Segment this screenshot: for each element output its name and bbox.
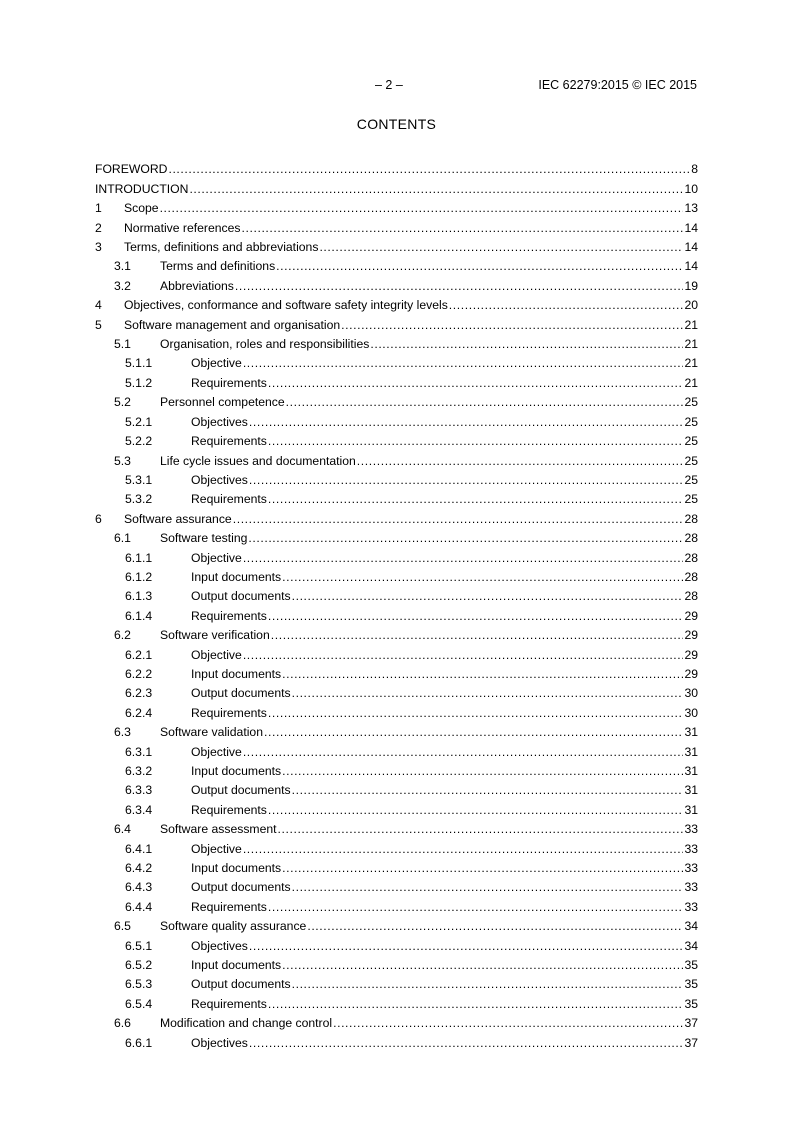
toc-entry-page: 21 (684, 375, 698, 390)
toc-entry-title: Objectives (191, 414, 248, 429)
toc-entry-page: 21 (684, 337, 698, 352)
toc-entry-number: 6.5.4 (125, 996, 153, 1011)
dot-leader (268, 434, 684, 448)
toc-entry[interactable] (95, 584, 698, 603)
dot-leader (242, 221, 684, 235)
toc-entry-number: 6.4.2 (125, 861, 153, 876)
toc-entry[interactable] (95, 468, 698, 487)
toc-entry-page: 28 (684, 531, 698, 546)
toc-entry-number: 6.2 (114, 628, 131, 643)
toc-entry-page: 29 (684, 647, 698, 662)
dot-leader (249, 939, 684, 953)
toc-entry-number: 6.2.4 (125, 705, 153, 720)
toc-entry-title: Objective (191, 647, 242, 662)
toc-entry-number: 5.3.2 (125, 492, 153, 507)
toc-entry-title: Requirements (191, 996, 267, 1011)
toc-entry[interactable] (95, 953, 698, 972)
dot-leader (292, 977, 684, 991)
toc-entry-page: 8 (691, 162, 698, 177)
dot-leader (233, 512, 684, 526)
toc-entry-page: 35 (684, 958, 698, 973)
toc-entry-number: 6.3.2 (125, 764, 153, 778)
toc-entry[interactable] (95, 545, 698, 564)
toc-entry-title: Input documents (191, 764, 282, 778)
toc-entry-page: 19 (684, 278, 698, 293)
toc-entry-title: Input documents (191, 569, 282, 584)
toc-entry[interactable] (95, 235, 698, 254)
dot-leader (249, 1036, 684, 1050)
dot-leader (268, 706, 684, 720)
toc-entry-number: 3 (95, 240, 102, 255)
document-reference: IEC 62279:2015 © IEC 2015 (538, 78, 697, 92)
toc-entry[interactable] (95, 797, 698, 816)
dot-leader (357, 454, 684, 468)
toc-entry[interactable] (95, 894, 698, 913)
toc-entry-title: Output documents (191, 589, 291, 604)
toc-entry-number: 6.5 (114, 919, 131, 934)
dot-leader (268, 609, 684, 623)
toc-entry-title: Software validation (160, 725, 263, 740)
toc-entry-title: Normative references (124, 220, 241, 235)
toc-entry[interactable] (95, 933, 698, 952)
dot-leader (243, 551, 684, 565)
toc-entry[interactable] (95, 817, 698, 836)
toc-entry-number: 6.4.1 (125, 841, 153, 856)
toc-entry-title: Output documents (191, 686, 291, 701)
toc-entry[interactable] (95, 681, 698, 700)
toc-entry[interactable] (95, 778, 698, 797)
toc-entry-number: 5.3.1 (125, 472, 153, 487)
toc-entry-page: 25 (684, 472, 698, 487)
toc-entry-page: 29 (684, 628, 698, 643)
dot-leader (341, 318, 683, 332)
toc-entry-number: 5.1 (114, 337, 131, 352)
toc-entry-number: 5.3 (114, 453, 131, 468)
toc-entry-number: 6.6.1 (125, 1035, 153, 1050)
dot-leader (243, 745, 684, 759)
dot-leader (271, 628, 684, 642)
toc-entry[interactable] (95, 836, 698, 855)
toc-entry-number: 6.1.2 (125, 569, 153, 584)
toc-entry-page: 35 (684, 996, 698, 1011)
dot-leader (243, 356, 684, 370)
toc-entry-number: 6.1.3 (125, 589, 153, 604)
dot-leader (319, 240, 683, 254)
toc-entry-number: 6.3.3 (125, 783, 153, 798)
toc-entry-title: Objective (191, 356, 242, 371)
toc-entry-page: 30 (684, 686, 698, 701)
toc-entry-title: Input documents (191, 958, 282, 973)
toc-entry-number: 5.1.1 (125, 356, 153, 371)
toc-entry-title: Scope (124, 201, 159, 216)
toc-entry-title: Requirements (191, 434, 267, 449)
toc-entry-page: 28 (684, 589, 698, 604)
toc-entry-title: Input documents (191, 666, 282, 681)
toc-entry-page: 29 (684, 608, 698, 623)
toc-entry-number: 5.2.2 (125, 434, 153, 449)
toc-entry-page: 14 (684, 259, 698, 274)
toc-entry[interactable] (95, 254, 698, 273)
toc-entry-page: 35 (684, 977, 698, 992)
toc-entry-title: Software assurance (124, 511, 232, 526)
toc-entry[interactable] (95, 856, 698, 875)
toc-entry-title: Terms, definitions and abbreviations (124, 240, 319, 255)
toc-entry-title: Software assessment (160, 822, 277, 837)
toc-entry-page: 34 (684, 919, 698, 934)
dot-leader (286, 395, 684, 409)
toc-entry-page: 34 (684, 938, 698, 953)
toc-entry-page: 33 (684, 861, 698, 876)
toc-entry[interactable] (95, 487, 698, 506)
toc-entry[interactable] (95, 565, 698, 584)
toc-entry-page: 33 (684, 841, 698, 856)
dot-leader (307, 919, 683, 933)
toc-entry-number: 6.2.3 (125, 686, 153, 701)
toc-entry-number: 6.3.4 (125, 802, 153, 817)
toc-entry-number: 6.1 (114, 531, 131, 546)
toc-entry-title: Software quality assurance (160, 919, 307, 934)
toc-entry[interactable] (95, 972, 698, 991)
dot-leader (282, 667, 683, 681)
toc-entry[interactable] (95, 1011, 698, 1030)
toc-entry[interactable] (95, 623, 698, 642)
toc-entry-page: 33 (684, 822, 698, 837)
toc-entry-page: 30 (684, 705, 698, 720)
dot-leader (268, 803, 684, 817)
toc-entry-title: Requirements (191, 705, 267, 720)
toc-entry-number: 1 (95, 201, 102, 216)
dot-leader (235, 279, 684, 293)
toc-entry-number: 6.5.1 (125, 938, 153, 953)
toc-entry[interactable] (95, 720, 698, 739)
dot-leader (278, 822, 684, 836)
toc-entry[interactable] (95, 991, 698, 1010)
toc-entry-number: 6.5.3 (125, 977, 153, 992)
toc-entry-title: Requirements (191, 608, 267, 623)
toc-entry-number: 3.1 (114, 259, 131, 274)
toc-entry-title: Objective (191, 744, 242, 759)
toc-entry-page: 33 (684, 899, 698, 914)
dot-leader (249, 415, 684, 429)
dot-leader (268, 492, 684, 506)
toc-entry-number: 6.3.1 (125, 744, 153, 759)
toc-entry-number: 5.1.2 (125, 375, 153, 390)
toc-entry-number: 6 (95, 511, 102, 526)
toc-entry-number: 6.2.2 (125, 666, 153, 681)
dot-leader (292, 783, 684, 797)
dot-leader (243, 842, 684, 856)
dot-leader (248, 531, 683, 545)
toc-entry[interactable] (95, 351, 698, 370)
toc-entry-title: Input documents (191, 861, 282, 876)
toc-entry-page: 29 (684, 666, 698, 681)
dot-leader (292, 880, 684, 894)
toc-entry-title: Abbreviations (160, 278, 234, 293)
dot-leader (268, 997, 684, 1011)
toc-entry-page: 25 (684, 453, 698, 468)
toc-entry-title: Requirements (191, 899, 267, 914)
dot-leader (264, 725, 683, 739)
toc-entry-number: 2 (95, 220, 102, 235)
toc-entry-page: 33 (684, 880, 698, 895)
toc-entry-number: 5.2.1 (125, 414, 153, 429)
toc-entry-page: 14 (684, 220, 698, 235)
toc-entry-title: Output documents (191, 783, 291, 798)
toc-entry[interactable] (95, 196, 698, 215)
toc-entry-title: Requirements (191, 492, 267, 507)
toc-entry-page: 25 (684, 492, 698, 507)
toc-entry-number: 6.2.1 (125, 647, 153, 662)
dot-leader (282, 861, 683, 875)
dot-leader (282, 958, 683, 972)
toc-entry[interactable] (95, 409, 698, 428)
toc-entry[interactable] (95, 642, 698, 661)
toc-entry[interactable] (95, 448, 698, 467)
toc-entry[interactable] (95, 526, 698, 545)
toc-entry-page: 10 (684, 181, 698, 196)
page-number: – 2 – (375, 78, 403, 92)
toc-entry[interactable] (95, 312, 698, 331)
toc-entry-title: Modification and change control (160, 1016, 333, 1031)
toc-entry[interactable] (95, 1030, 698, 1049)
toc-entry-title: Objectives (191, 1035, 248, 1050)
dot-leader (370, 337, 683, 351)
toc-entry-page: 31 (684, 764, 698, 778)
toc-entry-number: 5.2 (114, 395, 131, 410)
dot-leader (292, 589, 684, 603)
toc-entry-page: 25 (684, 414, 698, 429)
toc-entry-number: 6.3 (114, 725, 131, 740)
toc-entry-page: 37 (684, 1035, 698, 1050)
toc-entry-page: 21 (684, 356, 698, 371)
dot-leader (282, 764, 683, 778)
toc-entry[interactable] (95, 273, 698, 292)
toc-entry-page: 31 (684, 783, 698, 798)
toc-entry[interactable] (95, 390, 698, 409)
toc-entry-title: Output documents (191, 880, 291, 895)
toc-entry[interactable] (95, 662, 698, 681)
toc-entry-title: FOREWORD (95, 162, 168, 177)
toc-entry-page: 21 (684, 317, 698, 332)
dot-leader (243, 648, 684, 662)
toc-entry-page: 31 (684, 725, 698, 740)
toc-entry-title: Software verification (160, 628, 270, 643)
toc-entry[interactable] (95, 739, 698, 758)
toc-entry-number: 6.5.2 (125, 958, 153, 973)
dot-leader (276, 259, 683, 273)
toc-entry-title: Organisation, roles and responsibilities (160, 337, 370, 352)
page-title: CONTENTS (356, 116, 437, 132)
dot-leader (189, 182, 683, 196)
dot-leader (282, 570, 683, 584)
toc-entry[interactable] (95, 293, 698, 312)
dot-leader (160, 201, 684, 215)
toc-entry-number: 5 (95, 317, 102, 332)
toc-entry-title: Objective (191, 550, 242, 565)
toc-entry[interactable] (95, 506, 698, 525)
toc-entry[interactable] (95, 429, 698, 448)
toc-entry[interactable] (95, 176, 698, 195)
toc-entry[interactable] (95, 759, 698, 778)
toc-entry-page: 14 (684, 240, 698, 255)
toc-entry-title: Requirements (191, 375, 267, 390)
toc-entry-title: Objectives, conformance and software safety integrity levels (124, 298, 448, 313)
dot-leader (249, 473, 684, 487)
toc-entry-page: 28 (684, 550, 698, 565)
toc-entry[interactable] (95, 875, 698, 894)
toc-entry[interactable] (95, 332, 698, 351)
toc-entry-page: 37 (684, 1016, 698, 1031)
toc-entry-title: Terms and definitions (160, 259, 276, 274)
toc-entry-title: Output documents (191, 977, 291, 992)
toc-entry[interactable] (95, 700, 698, 719)
dot-leader (268, 900, 684, 914)
toc-entry[interactable] (95, 370, 698, 389)
toc-entry-title: Objective (191, 841, 242, 856)
toc-entry-page: 28 (684, 511, 698, 526)
toc-entry-number: 3.2 (114, 278, 131, 293)
dot-leader (268, 376, 684, 390)
toc-entry-title: Personnel competence (160, 395, 285, 410)
dot-leader (292, 686, 684, 700)
toc-entry-page: 28 (684, 569, 698, 584)
toc-entry-page: 25 (684, 434, 698, 449)
toc-entry-title: Life cycle issues and documentation (160, 453, 356, 468)
toc-entry-page: 25 (684, 395, 698, 410)
toc-entry-title: Software testing (160, 531, 248, 546)
toc-entry-number: 6.4.4 (125, 899, 153, 914)
toc-entry-title: Software management and organisation (124, 317, 341, 332)
dot-leader (333, 1016, 683, 1030)
dot-leader (168, 162, 690, 176)
toc-entry-title: Objectives (191, 938, 248, 953)
toc-entry-page: 31 (684, 744, 698, 759)
toc-entry-number: 6.4 (114, 822, 131, 837)
toc-entry-number: 6.1.1 (125, 550, 153, 565)
toc-entry-title: INTRODUCTION (95, 181, 189, 196)
toc-entry-title: Objectives (191, 472, 248, 487)
toc-entry-number: 4 (95, 298, 102, 313)
dot-leader (449, 298, 684, 312)
toc-entry[interactable] (95, 157, 698, 176)
toc-entry-number: 6.1.4 (125, 608, 153, 623)
toc-entry-page: 20 (684, 298, 698, 313)
toc-entry[interactable] (95, 603, 698, 622)
toc-entry[interactable] (95, 215, 698, 234)
toc-entry-number: 6.4.3 (125, 880, 153, 895)
table-of-contents (95, 157, 698, 1050)
toc-entry-number: 6.6 (114, 1016, 131, 1031)
toc-entry-page: 31 (684, 802, 698, 817)
toc-entry-page: 13 (684, 201, 698, 216)
toc-entry[interactable] (95, 914, 698, 933)
toc-entry-title: Requirements (191, 802, 267, 817)
page-header (0, 78, 793, 94)
